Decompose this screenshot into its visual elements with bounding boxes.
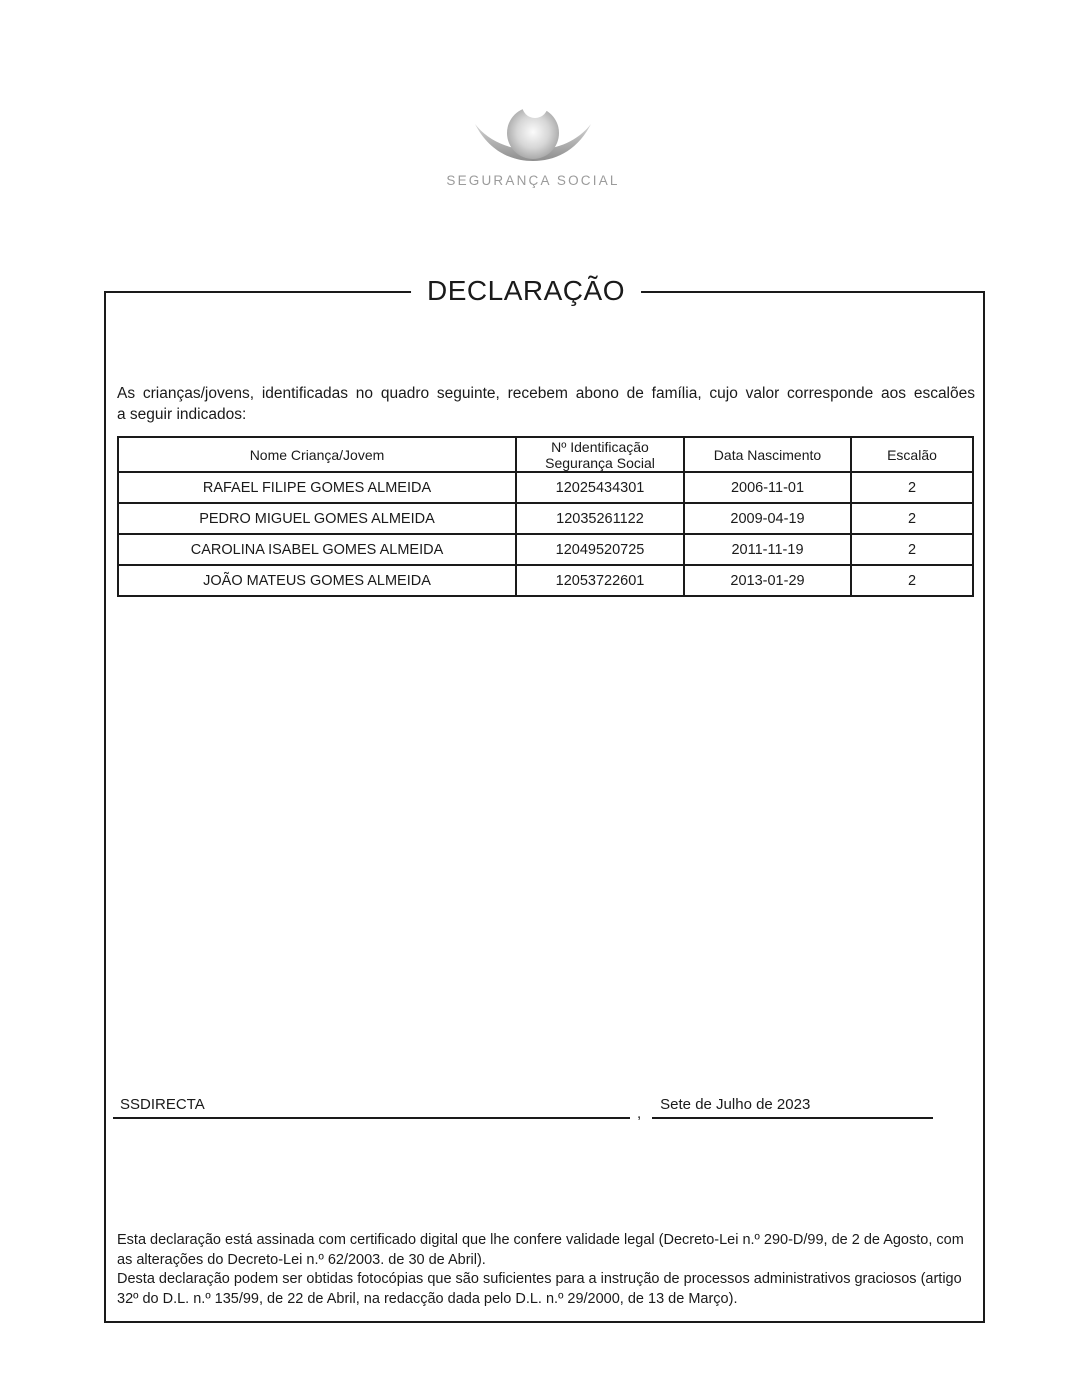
niss-cell: 12025434301 bbox=[516, 472, 684, 503]
brand-name: SEGURANÇA SOCIAL bbox=[446, 173, 620, 188]
escalao-cell: 2 bbox=[851, 534, 973, 565]
seguranca-social-emblem-icon bbox=[413, 106, 653, 168]
header-n-identificacao: Nº Identificação Segurança Social bbox=[516, 437, 684, 472]
legal-note-line: 32º do D.L. n.º 135/99, de 22 de Abril, na redacção dada pelo D.L. n.º 29/2000, de 13 de Março). bbox=[117, 1290, 738, 1307]
brand-logo bbox=[413, 106, 653, 188]
child-name-cell: RAFAEL FILIPE GOMES ALMEIDA bbox=[118, 472, 516, 503]
intro-line: As crianças/jovens, identificadas no quadro seguinte, recebem abono de família, cujo valor corresponde aos escalões bbox=[117, 385, 975, 402]
legal-notes bbox=[117, 1231, 975, 1309]
child-name-cell: PEDRO MIGUEL GOMES ALMEIDA bbox=[118, 503, 516, 534]
signature-separator-comma: , bbox=[637, 1105, 642, 1122]
declaration-box bbox=[104, 275, 985, 1323]
birth-date-cell: 2011-11-19 bbox=[684, 534, 851, 565]
legal-note-line: as alterações do Decreto-Lei n.º 62/2003. de 30 de Abril). bbox=[117, 1251, 486, 1268]
header-escalao: Escalão bbox=[851, 437, 973, 472]
table-row bbox=[118, 565, 973, 596]
date-line: Sete de Julho de 2023 bbox=[652, 1096, 933, 1119]
issuer-signature-line: SSDIRECTA bbox=[113, 1096, 630, 1119]
header-data-nascimento: Data Nascimento bbox=[684, 437, 851, 472]
intro-line: a seguir indicados: bbox=[117, 406, 247, 423]
table-row bbox=[118, 503, 973, 534]
header-nome-crianca: Nome Criança/Jovem bbox=[118, 437, 516, 472]
niss-cell: 12035261122 bbox=[516, 503, 684, 534]
children-benefits-table bbox=[117, 436, 974, 597]
birth-date-cell: 2013-01-29 bbox=[684, 565, 851, 596]
child-name-cell: CAROLINA ISABEL GOMES ALMEIDA bbox=[118, 534, 516, 565]
table-row bbox=[118, 472, 973, 503]
table-row bbox=[118, 534, 973, 565]
child-name-cell: JOÃO MATEUS GOMES ALMEIDA bbox=[118, 565, 516, 596]
table-header-row bbox=[118, 437, 973, 472]
legal-note-line: Esta declaração está assinada com certificado digital que lhe confere validade legal (Decreto-Lei n.º 290-D/99, de 2 de Agosto, com bbox=[117, 1232, 964, 1248]
niss-cell: 12049520725 bbox=[516, 534, 684, 565]
page-title: DECLARAÇÃO bbox=[411, 274, 641, 308]
niss-cell: 12053722601 bbox=[516, 565, 684, 596]
birth-date-cell: 2009-04-19 bbox=[684, 503, 851, 534]
escalao-cell: 2 bbox=[851, 503, 973, 534]
birth-date-cell: 2006-11-01 bbox=[684, 472, 851, 503]
legal-note-line: Desta declaração podem ser obtidas fotocópias que são suficientes para a instrução de processos administrativos graciosos (artigo bbox=[117, 1271, 962, 1287]
escalao-cell: 2 bbox=[851, 565, 973, 596]
signature-section bbox=[113, 1096, 933, 1122]
intro-paragraph bbox=[117, 383, 975, 425]
escalao-cell: 2 bbox=[851, 472, 973, 503]
